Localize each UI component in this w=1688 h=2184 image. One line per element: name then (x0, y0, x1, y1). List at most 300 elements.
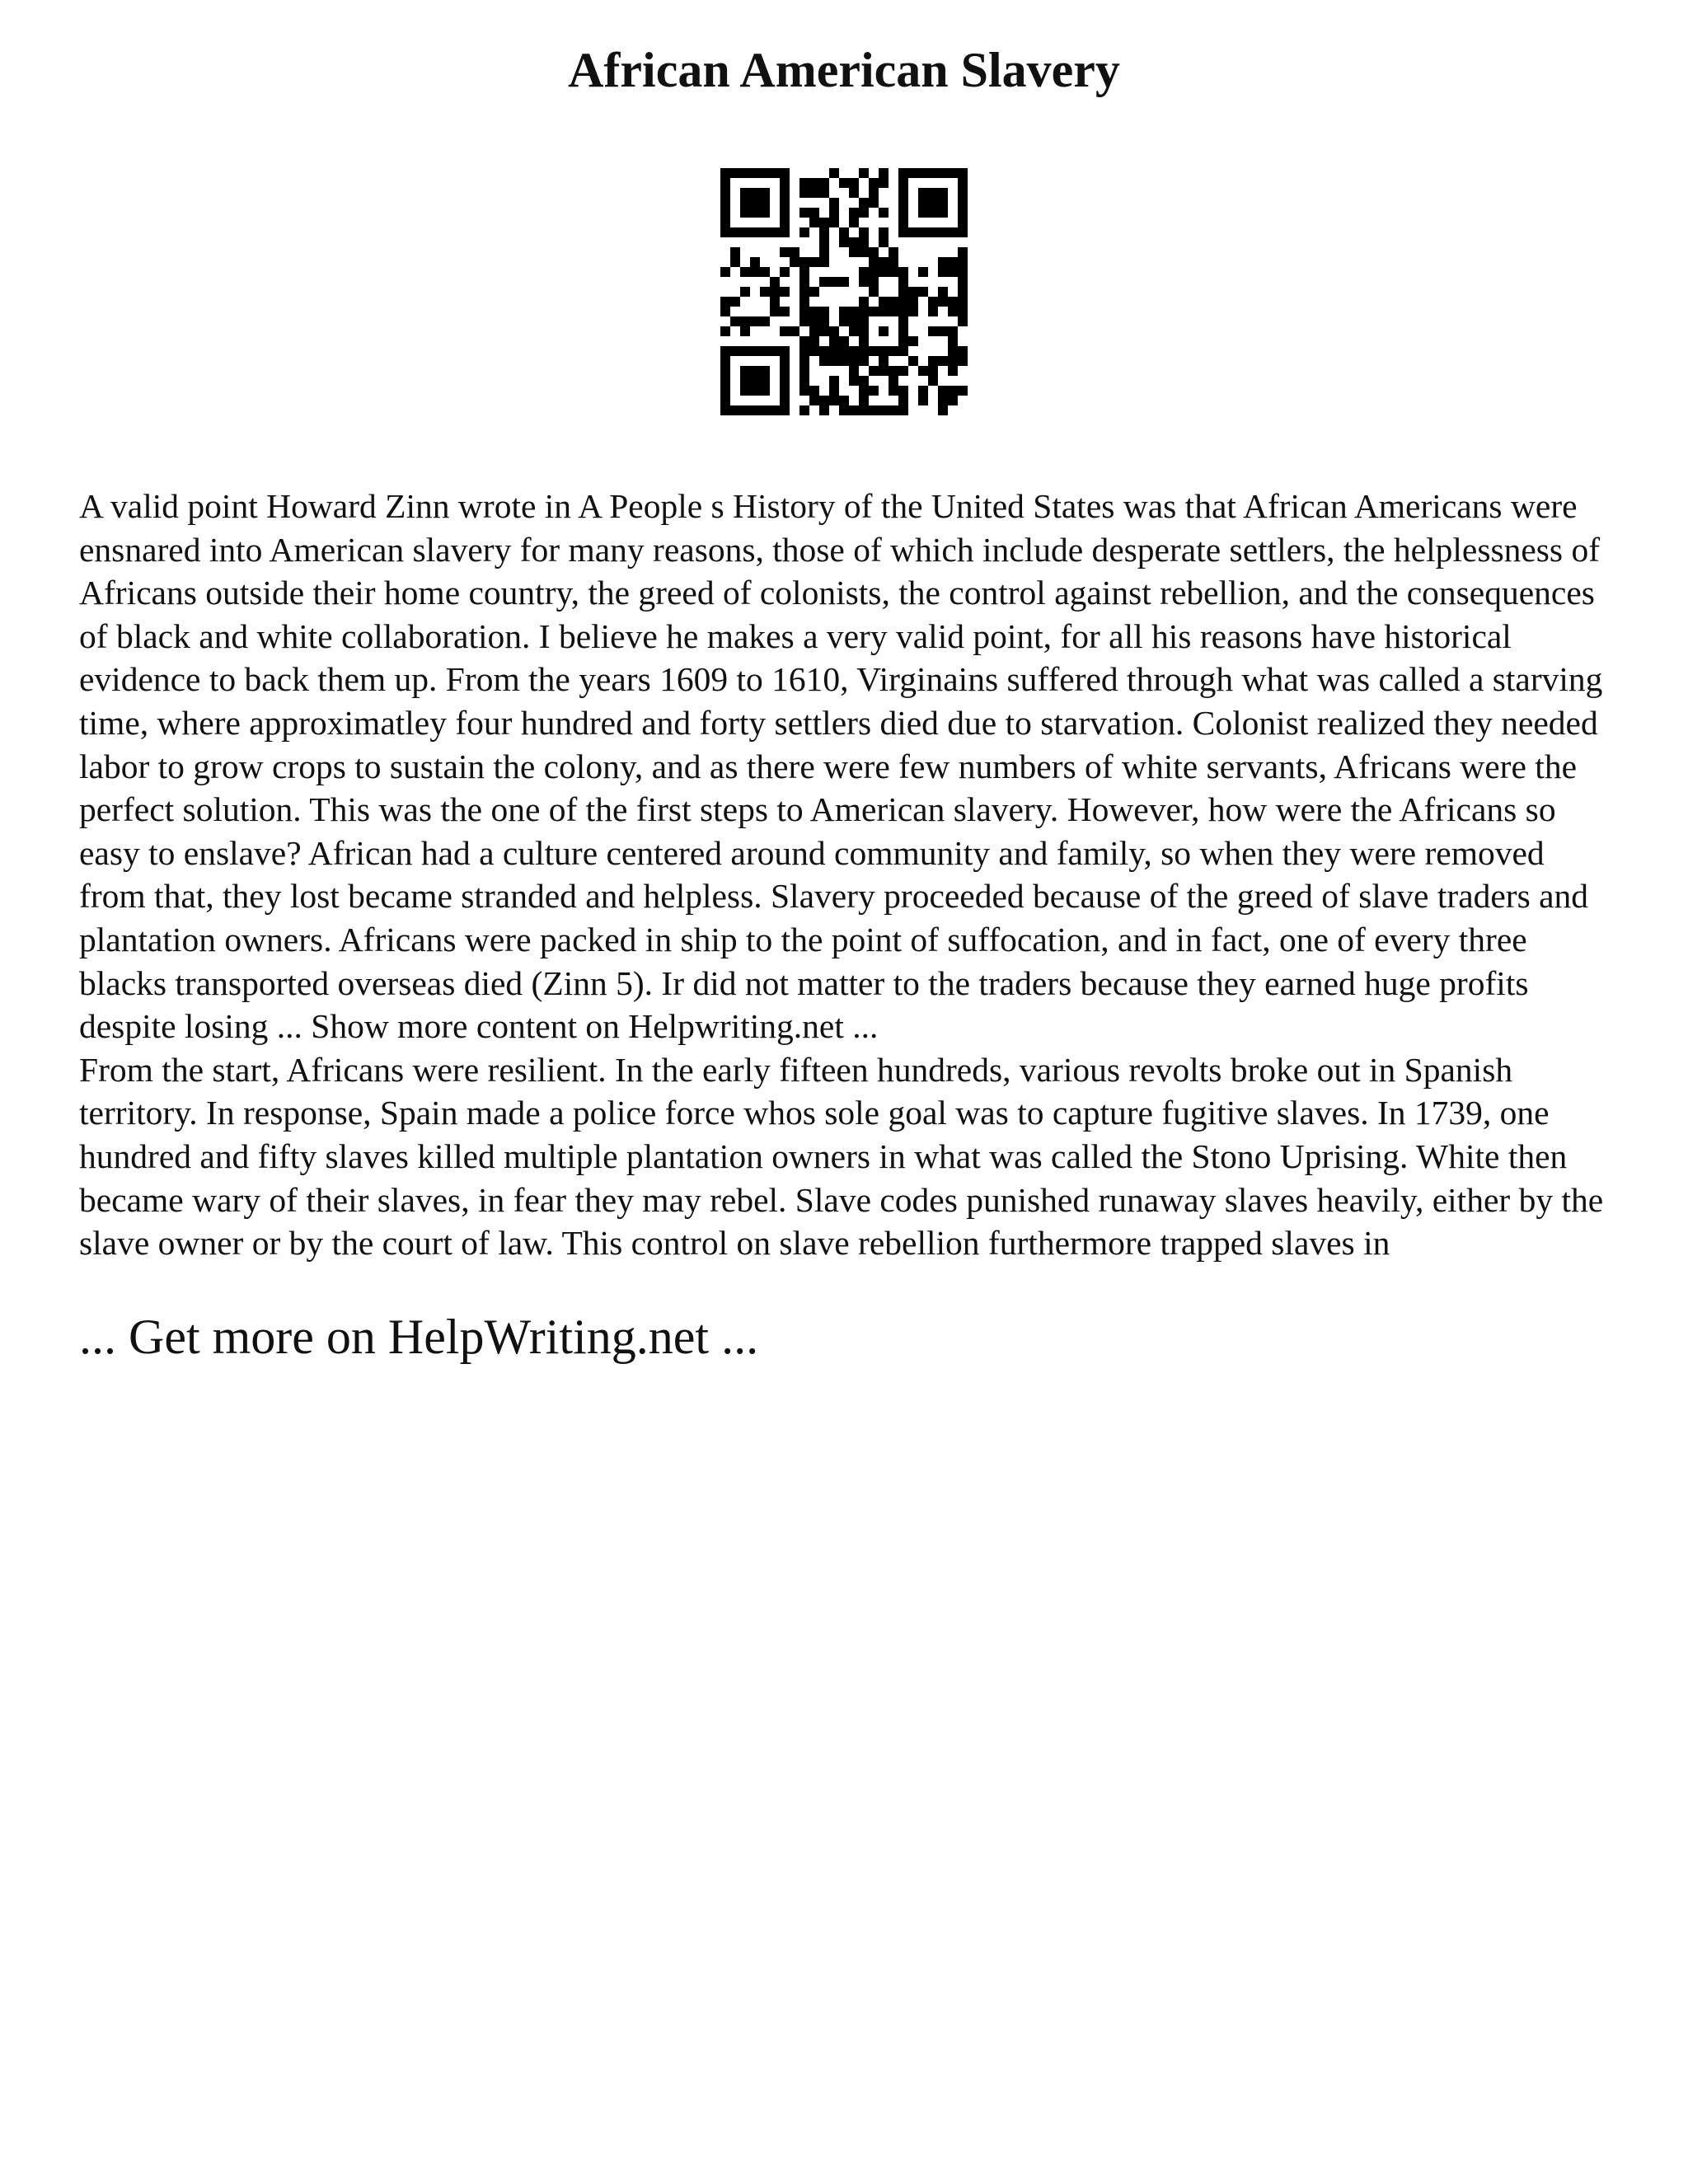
qr-module (958, 316, 968, 326)
qr-module (859, 277, 869, 287)
qr-module (799, 346, 809, 356)
qr-module (829, 336, 839, 346)
qr-module (780, 366, 790, 376)
qr-module (938, 208, 948, 218)
qr-module (948, 257, 958, 267)
qr-module (780, 396, 790, 405)
qr-module (898, 405, 908, 415)
qr-module (879, 366, 889, 376)
qr-module (849, 366, 859, 376)
qr-module (918, 208, 928, 218)
qr-module (889, 307, 898, 316)
qr-module (819, 178, 829, 188)
qr-module (750, 257, 760, 267)
qr-module (928, 188, 938, 198)
qr-module (898, 287, 908, 297)
qr-module (720, 356, 730, 366)
qr-module (948, 336, 958, 346)
qr-module (958, 297, 968, 307)
qr-module (720, 307, 730, 316)
qr-module (928, 366, 938, 376)
qr-module (780, 405, 790, 415)
qr-module (720, 178, 730, 188)
qr-module (879, 267, 889, 277)
qr-module (819, 227, 829, 237)
qr-module (938, 168, 948, 178)
qr-module (780, 178, 790, 188)
qr-module (720, 198, 730, 208)
qr-module (750, 366, 760, 376)
qr-module (750, 198, 760, 208)
qr-module (849, 316, 859, 326)
qr-module (849, 376, 859, 386)
qr-module (790, 326, 799, 336)
qr-module (720, 386, 730, 396)
qr-module (898, 316, 908, 326)
qr-module (750, 227, 760, 237)
qr-module (839, 277, 849, 287)
qr-module (780, 287, 790, 297)
qr-module (958, 386, 968, 396)
qr-module (859, 356, 869, 366)
qr-module (958, 346, 968, 356)
qr-module (849, 247, 859, 257)
qr-module (720, 267, 730, 277)
qr-module (720, 188, 730, 198)
qr-module (809, 257, 819, 267)
qr-module (750, 405, 760, 415)
qr-module (839, 396, 849, 405)
qr-module (720, 218, 730, 227)
qr-module (770, 346, 780, 356)
qr-module (859, 267, 869, 277)
qr-module (780, 227, 790, 237)
qr-module (760, 227, 770, 237)
qr-module (720, 208, 730, 218)
qr-module (948, 356, 958, 366)
document-title: African American Slavery (568, 43, 1120, 97)
qr-module (799, 277, 809, 287)
qr-module (750, 346, 760, 356)
qr-module (829, 376, 839, 386)
qr-module (760, 168, 770, 178)
qr-module (730, 346, 740, 356)
qr-module (770, 307, 780, 316)
qr-module (859, 307, 869, 316)
qr-module (879, 168, 889, 178)
qr-module (898, 366, 908, 376)
qr-module (730, 168, 740, 178)
qr-module (790, 257, 799, 267)
article-body (79, 485, 1609, 1265)
qr-module (780, 168, 790, 178)
qr-module (938, 198, 948, 208)
qr-code-icon (720, 168, 968, 415)
qr-module (869, 346, 879, 356)
qr-module (948, 346, 958, 356)
qr-module (849, 237, 859, 247)
qr-module (958, 218, 968, 227)
qr-module (740, 326, 750, 336)
qr-module (918, 168, 928, 178)
qr-module (770, 168, 780, 178)
qr-module (760, 188, 770, 198)
qr-module (958, 356, 968, 366)
qr-module (928, 168, 938, 178)
qr-module (958, 307, 968, 316)
qr-module (849, 356, 859, 366)
qr-module (780, 356, 790, 366)
qr-module (928, 307, 938, 316)
qr-module (898, 227, 908, 237)
qr-module (898, 277, 908, 287)
qr-module (829, 277, 839, 287)
qr-module (879, 326, 889, 336)
qr-module (839, 356, 849, 366)
qr-module (770, 277, 780, 287)
get-more-link[interactable]: ... Get more on HelpWriting.net ... (79, 1309, 759, 1364)
qr-module (730, 297, 740, 307)
qr-module (740, 376, 750, 386)
qr-module (799, 356, 809, 366)
qr-module (720, 326, 730, 336)
qr-module (809, 336, 819, 346)
qr-module (809, 178, 819, 188)
qr-module (720, 376, 730, 386)
qr-module (879, 178, 889, 188)
qr-module (869, 307, 879, 316)
qr-module (859, 316, 869, 326)
qr-module (720, 366, 730, 376)
qr-module (730, 227, 740, 237)
qr-module (869, 386, 879, 396)
qr-module (799, 316, 809, 326)
qr-module (889, 405, 898, 415)
qr-module (879, 208, 889, 218)
qr-module (938, 287, 948, 297)
qr-module (879, 356, 889, 366)
qr-module (720, 405, 730, 415)
qr-module (760, 287, 770, 297)
qr-module (740, 405, 750, 415)
qr-module (918, 198, 928, 208)
qr-module (829, 326, 839, 336)
qr-module (928, 376, 938, 386)
qr-module (780, 218, 790, 227)
qr-module (740, 198, 750, 208)
qr-module (898, 346, 908, 356)
qr-module (750, 267, 760, 277)
qr-module (918, 267, 928, 277)
qr-module (829, 346, 839, 356)
qr-module (869, 267, 879, 277)
qr-module (770, 297, 780, 307)
qr-module (908, 297, 918, 307)
qr-module (898, 208, 908, 218)
qr-module (879, 405, 889, 415)
qr-module (898, 336, 908, 346)
qr-module (938, 405, 948, 415)
qr-module (859, 208, 869, 218)
qr-module (780, 307, 790, 316)
qr-module (898, 188, 908, 198)
qr-module (928, 208, 938, 218)
qr-module (898, 307, 908, 316)
qr-module (958, 208, 968, 218)
qr-module (780, 326, 790, 336)
qr-module (869, 188, 879, 198)
qr-module (750, 168, 760, 178)
qr-module (938, 386, 948, 396)
qr-module (928, 326, 938, 336)
qr-module (859, 237, 869, 247)
qr-module (730, 257, 740, 267)
qr-module (809, 218, 819, 227)
qr-module (948, 386, 958, 396)
qr-module (898, 326, 908, 336)
qr-module (898, 198, 908, 208)
qr-module (889, 376, 898, 386)
qr-module (849, 346, 859, 356)
qr-module (819, 218, 829, 227)
qr-module (859, 396, 869, 405)
qr-module (819, 396, 829, 405)
qr-module (879, 346, 889, 356)
qr-module (889, 386, 898, 396)
qr-module (799, 227, 809, 237)
qr-module (799, 386, 809, 396)
qr-module (799, 336, 809, 346)
qr-module (760, 316, 770, 326)
qr-module (809, 307, 819, 316)
qr-module (948, 307, 958, 316)
qr-module (809, 396, 819, 405)
qr-module (799, 307, 809, 316)
qr-module (780, 198, 790, 208)
qr-module (799, 297, 809, 307)
qr-module (819, 326, 829, 336)
paragraph-2: From the start, Africans were resilient. In the early fifteen hundreds, various revolts broke out in Spanish territory. In response, Spain made a police force whos sole goal was to capture fugitive slaves. In 1739, one hundred and fifty slaves killed multiple plantation owners in what was called the Stono Uprising. White then became wary of their slaves, in fear they may rebel. Slave codes punished runaway slaves heavily, either by the slave owner or by the court of law. This control on slave rebellion furthermore trapped slaves in (79, 1050, 1604, 1263)
qr-module (799, 257, 809, 267)
qr-module (958, 198, 968, 208)
qr-module (928, 356, 938, 366)
qr-module (948, 326, 958, 336)
qr-module (760, 198, 770, 208)
qr-module (760, 208, 770, 218)
qr-module (938, 227, 948, 237)
qr-module (889, 247, 898, 257)
qr-module (898, 178, 908, 188)
qr-module (839, 227, 849, 237)
qr-module (799, 287, 809, 297)
qr-module (859, 198, 869, 208)
qr-module (839, 178, 849, 188)
qr-module (819, 237, 829, 247)
qr-module (780, 208, 790, 218)
qr-module (780, 247, 790, 257)
qr-module (918, 227, 928, 237)
qr-module (958, 247, 968, 257)
qr-module (918, 396, 928, 405)
qr-module (958, 267, 968, 277)
qr-module (948, 168, 958, 178)
qr-module (918, 188, 928, 198)
qr-module (760, 267, 770, 277)
qr-module (740, 346, 750, 356)
qr-module (780, 386, 790, 396)
qr-module (740, 316, 750, 326)
qr-module (829, 356, 839, 366)
qr-module (740, 168, 750, 178)
qr-module (760, 346, 770, 356)
qr-module (809, 208, 819, 218)
qr-module (898, 218, 908, 227)
qr-module (849, 405, 859, 415)
qr-module (958, 168, 968, 178)
qr-module (839, 237, 849, 247)
qr-module (849, 178, 859, 188)
qr-module (889, 346, 898, 356)
qr-module (938, 326, 948, 336)
qr-module (829, 168, 839, 178)
qr-module (938, 396, 948, 405)
qr-module (879, 297, 889, 307)
qr-module (780, 188, 790, 198)
qr-module (799, 208, 809, 218)
qr-module (829, 386, 839, 396)
qr-module (799, 267, 809, 277)
qr-module (859, 346, 869, 356)
qr-module (750, 376, 760, 386)
qr-module (819, 247, 829, 257)
qr-module (898, 168, 908, 178)
qr-module (720, 297, 730, 307)
qr-module (819, 356, 829, 366)
paragraph-1: A valid point Howard Zinn wrote in A People s History of the United States was that African Americans were ensnared into American slavery for many reasons, those of which include desperate settlers, the helplessness of Africans outside their home country, the greed of colonists, the control against rebellion, and the consequences of black and white collaboration. I believe he makes a very valid point, for all his reasons have historical evidence to back them up. From the years 1609 to 1610, Virginains suffered through what was called a starving time, where approximatley four hundred and forty settlers died due to starvation. Colonist realized they needed labor to grow crops to sustain the colony, and as there were few numbers of white servants, Africans were the perfect solution. This was the one of the first steps to American slavery. However, how were the Africans so easy to enslave? African had a culture centered around community and family, so when they were removed from that, they lost became stranded and helpless. Slavery proceeded because of the greed of slave traders and plantation owners. Africans were packed in ship to the point of suffocation, and in fact, one of every three blacks transported overseas died (Zinn 5). Ir did not matter to the traders because they earned huge profits despite losing ... Show more content on Helpwriting.net ... (79, 487, 1603, 1046)
qr-module (859, 297, 869, 307)
qr-module (898, 297, 908, 307)
qr-module (799, 188, 809, 198)
qr-module (819, 257, 829, 267)
qr-module (809, 287, 819, 297)
qr-module (780, 267, 790, 277)
qr-module (879, 307, 889, 316)
qr-module (918, 386, 928, 396)
qr-module (879, 227, 889, 237)
qr-module (839, 336, 849, 346)
qr-module (819, 188, 829, 198)
qr-module (938, 267, 948, 277)
qr-module (869, 366, 879, 376)
qr-module (740, 227, 750, 237)
qr-module (760, 386, 770, 396)
qr-module (760, 376, 770, 386)
qr-module (730, 405, 740, 415)
qr-module (938, 297, 948, 307)
qr-module (869, 257, 879, 267)
qr-module (720, 227, 730, 237)
qr-module (819, 277, 829, 287)
qr-module (740, 287, 750, 297)
qr-module (958, 227, 968, 237)
qr-module (918, 287, 928, 297)
qr-module (859, 336, 869, 346)
qr-module (740, 267, 750, 277)
qr-module (819, 405, 829, 415)
qr-module (740, 188, 750, 198)
qr-module (760, 405, 770, 415)
qr-module (849, 326, 859, 336)
qr-module (948, 267, 958, 277)
qr-module (859, 326, 869, 336)
qr-module (859, 247, 869, 257)
qr-module (849, 218, 859, 227)
qr-module (859, 405, 869, 415)
qr-module (799, 405, 809, 415)
qr-module (770, 287, 780, 297)
qr-module (809, 326, 819, 336)
qr-module (898, 267, 908, 277)
qr-module (839, 346, 849, 356)
qr-module (948, 366, 958, 376)
qr-module (740, 366, 750, 376)
qr-module (879, 257, 889, 267)
qr-module (948, 297, 958, 307)
qr-module (809, 346, 819, 356)
qr-module (948, 227, 958, 237)
qr-module (938, 257, 948, 267)
qr-module (750, 188, 760, 198)
qr-module (849, 208, 859, 218)
qr-module (730, 316, 740, 326)
qr-module (918, 366, 928, 376)
qr-module (908, 287, 918, 297)
qr-module (859, 386, 869, 396)
qr-module (750, 316, 760, 326)
qr-module (958, 178, 968, 188)
qr-module (730, 247, 740, 257)
qr-module (908, 307, 918, 316)
qr-module (829, 218, 839, 227)
qr-module (819, 316, 829, 326)
qr-module (799, 376, 809, 386)
qr-module (898, 396, 908, 405)
qr-module (908, 336, 918, 346)
qr-module (849, 188, 859, 198)
qr-module (869, 405, 879, 415)
qr-module (819, 346, 829, 356)
qr-module (799, 366, 809, 376)
qr-module (958, 257, 968, 267)
qr-module (760, 366, 770, 376)
qr-module (958, 277, 968, 287)
qr-module (938, 356, 948, 366)
qr-module (750, 386, 760, 396)
qr-module (829, 396, 839, 405)
qr-module (908, 356, 918, 366)
qr-module (720, 168, 730, 178)
qr-module (889, 297, 898, 307)
qr-module (770, 405, 780, 415)
qr-module (869, 178, 879, 188)
qr-module (889, 267, 898, 277)
qr-module (928, 198, 938, 208)
qr-module (869, 198, 879, 208)
qr-module (869, 247, 879, 257)
qr-module (928, 297, 938, 307)
qr-module (879, 237, 889, 247)
qr-module (928, 227, 938, 237)
